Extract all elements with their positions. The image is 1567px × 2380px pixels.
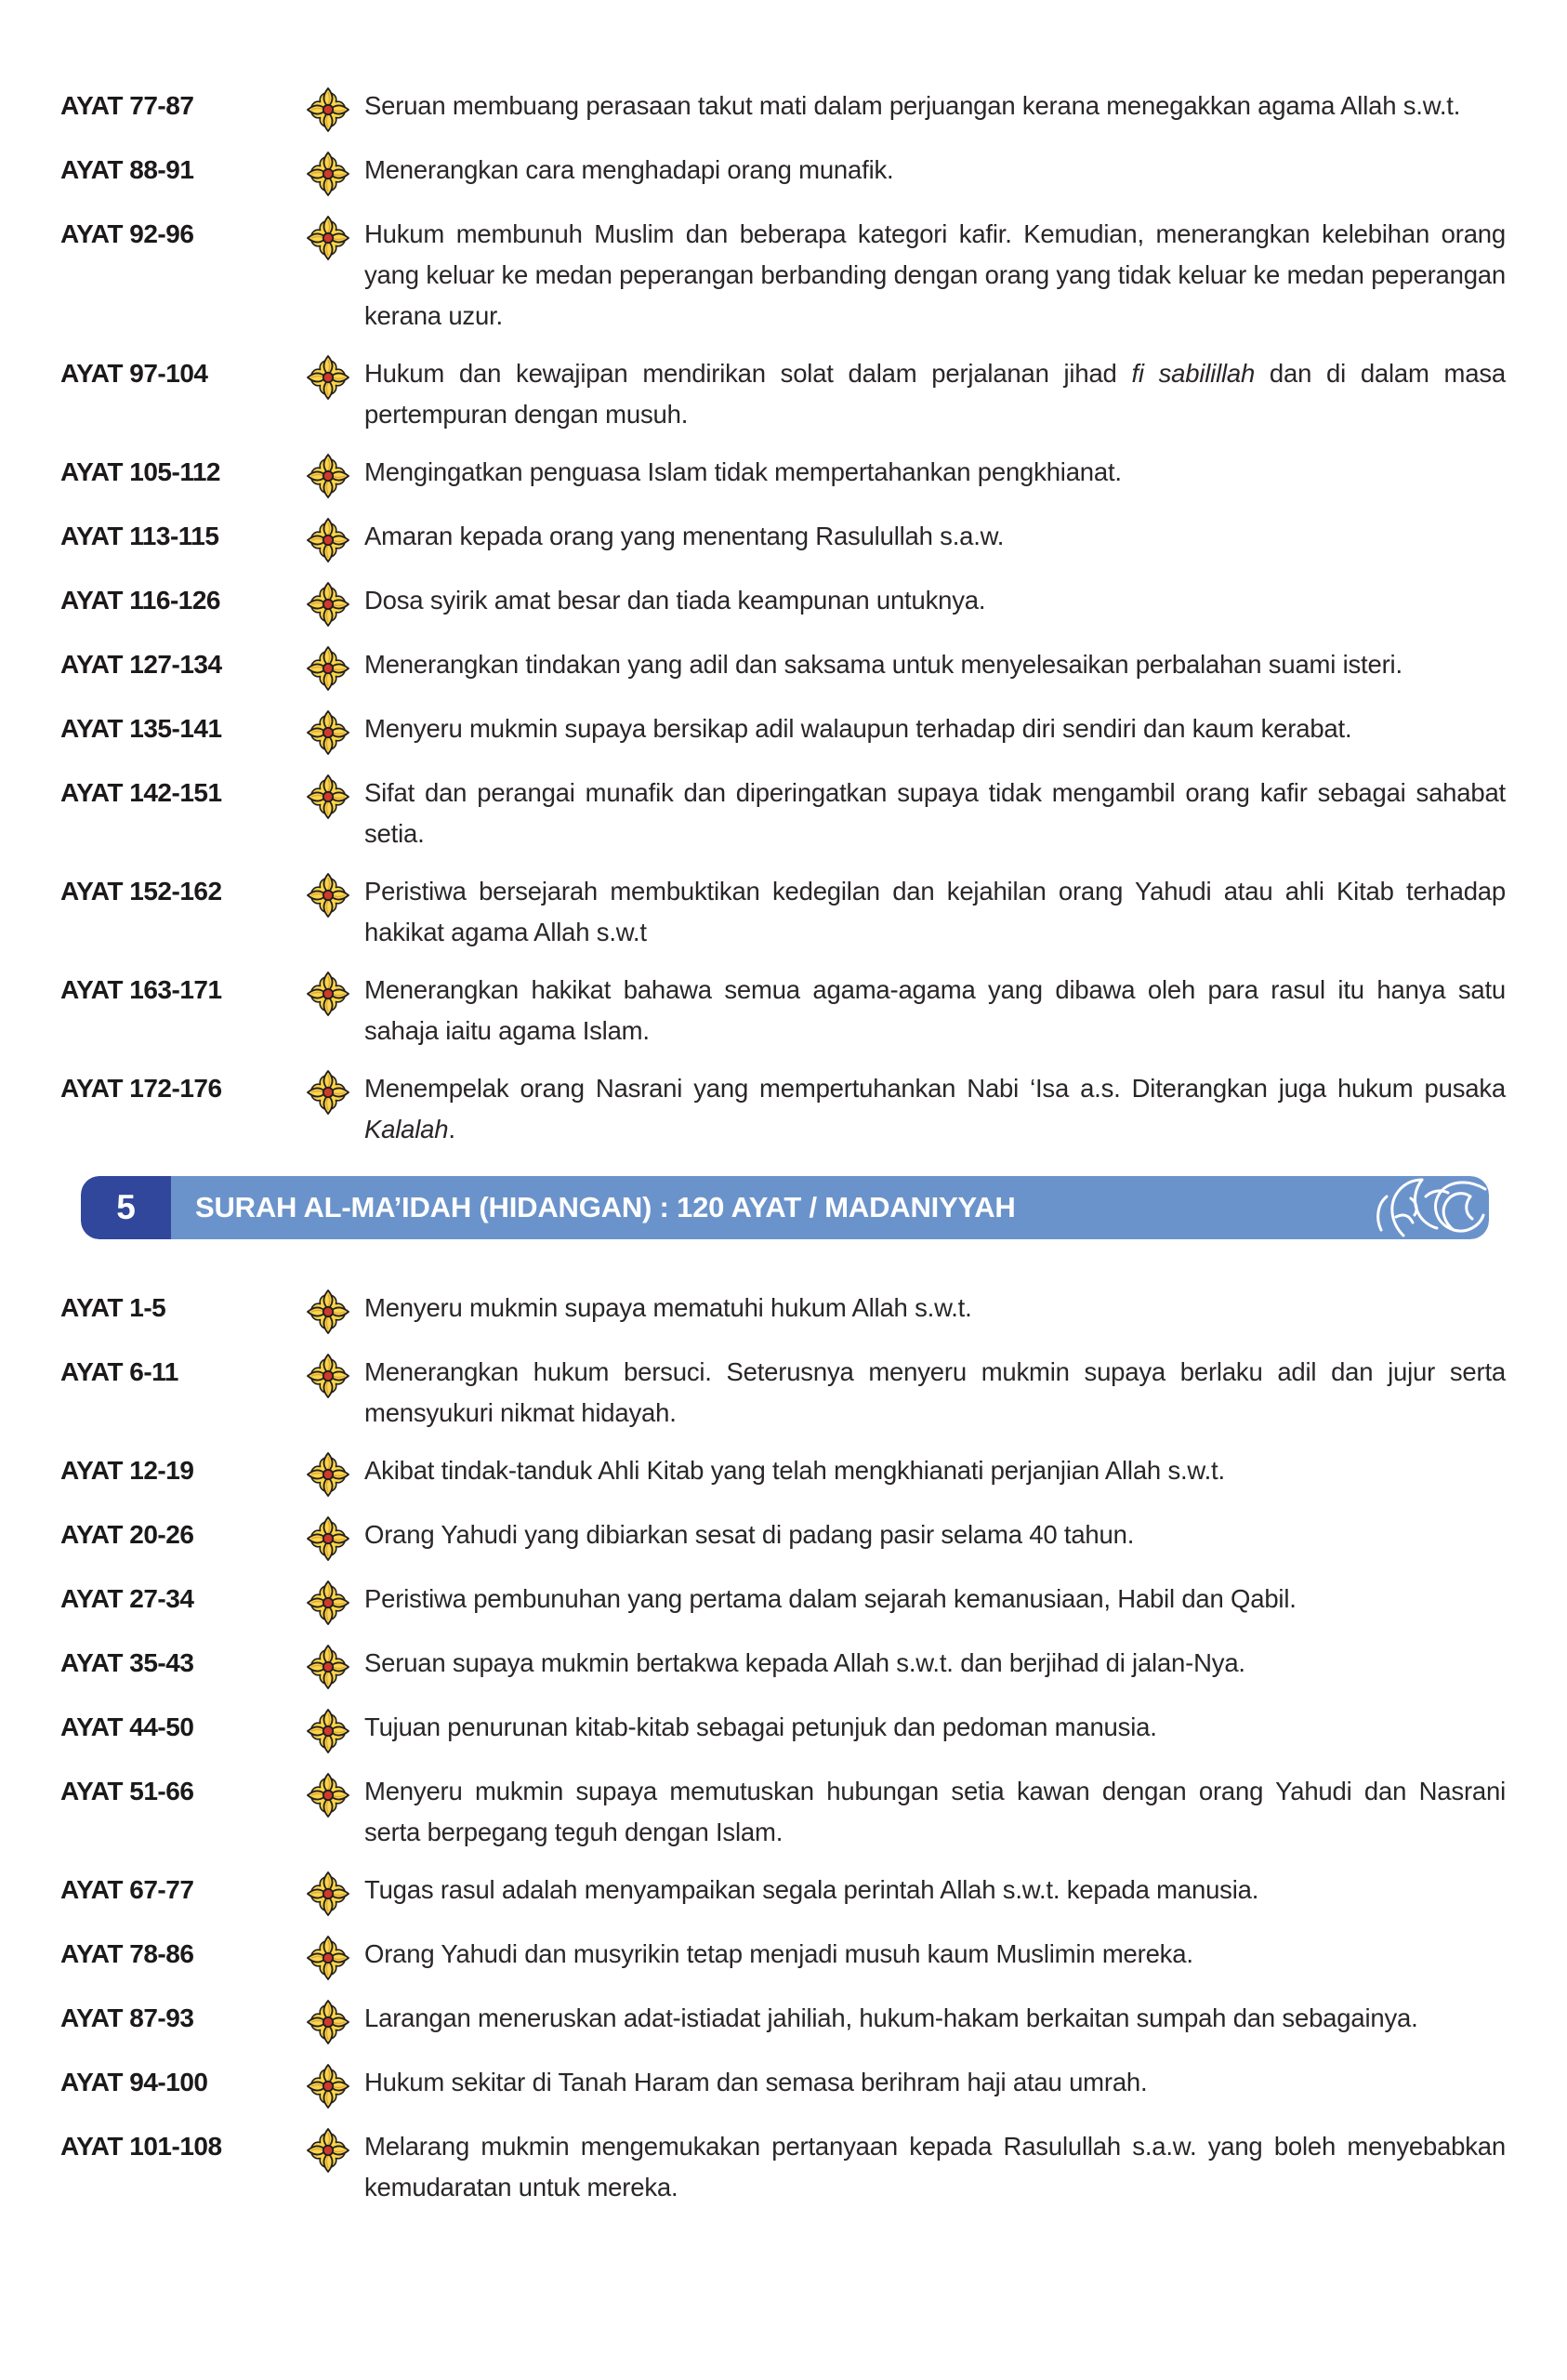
flower-bullet-icon — [307, 970, 364, 1017]
ayat-range-label: AYAT 35-43 — [60, 1648, 194, 1677]
flower-bullet-icon — [307, 1707, 364, 1754]
toc-row — [60, 2062, 1506, 2109]
toc-row — [60, 2126, 1506, 2208]
ayat-range-label: AYAT 78-86 — [60, 1939, 194, 1968]
flower-bullet-icon — [307, 353, 364, 401]
ayat-range-label: AYAT 6-11 — [60, 1357, 178, 1386]
ayat-range-label: AYAT 152-162 — [60, 877, 222, 906]
flower-bullet-icon — [307, 1579, 364, 1626]
flower-bullet-icon — [307, 871, 364, 919]
ayat-description: Orang Yahudi dan musyrikin tetap menjadi musuh kaum Muslimin mereka. — [364, 1939, 1193, 1968]
ayat-description: Menerangkan hukum bersuci. Seterusnya menyeru mukmin supaya berlaku adil dan jujur serta mensyukuri nikmat hidayah. — [364, 1357, 1506, 1427]
ayat-range-label: AYAT 77-87 — [60, 91, 194, 120]
ayat-description: Amaran kepada orang yang menentang Rasulullah s.a.w. — [364, 522, 1005, 550]
flower-bullet-icon — [307, 773, 364, 820]
ayat-range-label: AYAT 67-77 — [60, 1875, 194, 1904]
ayat-description: Sifat dan perangai munafik dan diperingatkan supaya tidak mengambil orang kafir sebagai sahabat setia. — [364, 778, 1506, 848]
ayat-description: Menempelak orang Nasrani yang mempertuhankan Nabi ‘Isa a.s. Diterangkan juga hukum pusaka Kalalah. — [364, 1074, 1506, 1144]
ayat-description: Seruan membuang perasaan takut mati dalam perjuangan kerana menegakkan agama Allah s.w.t. — [364, 91, 1461, 120]
surah-banner — [81, 1176, 1489, 1239]
ayat-range-label: AYAT 87-93 — [60, 2003, 194, 2032]
ayat-description: Menyeru mukmin supaya bersikap adil walaupun terhadap diri sendiri dan kaum kerabat. — [364, 714, 1352, 743]
ayat-range-label: AYAT 105-112 — [60, 457, 220, 486]
ayat-description: Hukum sekitar di Tanah Haram dan semasa berihram haji atau umrah. — [364, 2068, 1148, 2096]
toc-row — [60, 452, 1506, 499]
ayat-range-label: AYAT 113-115 — [60, 522, 219, 550]
ayat-range-label: AYAT 172-176 — [60, 1074, 222, 1103]
ayat-description: Menyeru mukmin supaya memutuskan hubungan setia kawan dengan orang Yahudi dan Nasrani serta berpegang teguh dengan Islam. — [364, 1777, 1506, 1846]
ayat-range-label: AYAT 101-108 — [60, 2132, 222, 2161]
toc-row — [60, 970, 1506, 1051]
ayat-description: Tugas rasul adalah menyampaikan segala perintah Allah s.w.t. kepada manusia. — [364, 1875, 1259, 1904]
flower-bullet-icon — [307, 214, 364, 261]
flower-bullet-icon — [307, 86, 364, 133]
toc-row — [60, 1998, 1506, 2045]
ayat-range-label: AYAT 92-96 — [60, 219, 194, 248]
ayat-range-label: AYAT 88-91 — [60, 155, 194, 184]
flower-bullet-icon — [307, 1870, 364, 1917]
ayat-description: Larangan meneruskan adat-istiadat jahiliah, hukum-hakam berkaitan sumpah dan sebagainya. — [364, 2003, 1418, 2032]
ayat-description: Tujuan penurunan kitab-kitab sebagai petunjuk dan pedoman manusia. — [364, 1712, 1157, 1741]
toc-row — [60, 1450, 1506, 1498]
section-surah-5 — [60, 1288, 1506, 2208]
flower-bullet-icon — [307, 1643, 364, 1690]
ayat-description: Hukum membunuh Muslim dan beberapa kategori kafir. Kemudian, menerangkan kelebihan orang yang keluar ke medan peperangan berbanding dengan orang yang tidak keluar ke medan peperangan kerana uzur. — [364, 219, 1506, 330]
ayat-description: Menyeru mukmin supaya mematuhi hukum Allah s.w.t. — [364, 1293, 972, 1322]
toc-row — [60, 1643, 1506, 1690]
toc-row — [60, 1068, 1506, 1150]
ayat-range-label: AYAT 44-50 — [60, 1712, 194, 1741]
flower-bullet-icon — [307, 1514, 364, 1562]
ayat-description: Peristiwa bersejarah membuktikan kedegilan dan kejahilan orang Yahudi atau ahli Kitab terhadap hakikat agama Allah s.w.t — [364, 877, 1506, 946]
flower-bullet-icon — [307, 708, 364, 756]
ayat-range-label: AYAT 51-66 — [60, 1777, 194, 1805]
flower-bullet-icon — [307, 1288, 364, 1335]
toc-row — [60, 1870, 1506, 1917]
ayat-range-label: AYAT 27-34 — [60, 1584, 194, 1613]
toc-row — [60, 1771, 1506, 1853]
flower-bullet-icon — [307, 150, 364, 197]
toc-row — [60, 516, 1506, 563]
ayat-description: Peristiwa pembunuhan yang pertama dalam sejarah kemanusiaan, Habil dan Qabil. — [364, 1584, 1297, 1613]
section-surah-4-continued — [60, 86, 1506, 1150]
ayat-description: Menerangkan hakikat bahawa semua agama-agama yang dibawa oleh para rasul itu hanya satu sahaja iaitu agama Islam. — [364, 975, 1506, 1045]
ayat-range-label: AYAT 142-151 — [60, 778, 222, 807]
toc-row — [60, 353, 1506, 435]
flower-bullet-icon — [307, 1998, 364, 2045]
flower-bullet-icon — [307, 1934, 364, 1981]
flower-bullet-icon — [307, 1450, 364, 1498]
toc-row — [60, 1352, 1506, 1434]
flower-bullet-icon — [307, 644, 364, 692]
flower-bullet-icon — [307, 1352, 364, 1399]
toc-row — [60, 1288, 1506, 1335]
toc-row — [60, 1934, 1506, 1981]
ayat-description: Seruan supaya mukmin bertakwa kepada Allah s.w.t. dan berjihad di jalan-Nya. — [364, 1648, 1245, 1677]
toc-row — [60, 214, 1506, 337]
flower-bullet-icon — [307, 2062, 364, 2109]
toc-row — [60, 1579, 1506, 1626]
ayat-range-label: AYAT 116-126 — [60, 586, 220, 615]
ayat-description: Mengingatkan penguasa Islam tidak mempertahankan pengkhianat. — [364, 457, 1122, 486]
toc-row — [60, 773, 1506, 854]
flower-bullet-icon — [307, 1068, 364, 1116]
toc-row — [60, 644, 1506, 692]
ayat-range-label: AYAT 20-26 — [60, 1520, 194, 1549]
ayat-range-label: AYAT 12-19 — [60, 1456, 194, 1485]
toc-row — [60, 708, 1506, 756]
flower-bullet-icon — [307, 452, 364, 499]
ayat-range-label: AYAT 1-5 — [60, 1293, 166, 1322]
toc-row — [60, 150, 1506, 197]
ayat-range-label: AYAT 94-100 — [60, 2068, 208, 2096]
ayat-description: Dosa syirik amat besar dan tiada keampunan untuknya. — [364, 586, 986, 615]
toc-row — [60, 1707, 1506, 1754]
flower-bullet-icon — [307, 580, 364, 628]
surah-number: 5 — [81, 1176, 171, 1239]
ayat-description: Melarang mukmin mengemukakan pertanyaan kepada Rasulullah s.a.w. yang boleh menyebabkan kemudaratan untuk mereka. — [364, 2132, 1506, 2202]
surah-title: SURAH AL-MA’IDAH (HIDANGAN) : 120 AYAT / MADANIYYAH — [195, 1191, 1016, 1223]
ayat-range-label: AYAT 163-171 — [60, 975, 222, 1004]
toc-row — [60, 580, 1506, 628]
ayat-description: Akibat tindak-tanduk Ahli Kitab yang telah mengkhianati perjanjian Allah s.w.t. — [364, 1456, 1225, 1485]
toc-row — [60, 86, 1506, 133]
ayat-description: Hukum dan kewajipan mendirikan solat dalam perjalanan jihad fi sabilillah dan di dalam masa pertempuran dengan musuh. — [364, 359, 1506, 429]
ayat-range-label: AYAT 135-141 — [60, 714, 222, 743]
flower-bullet-icon — [307, 516, 364, 563]
flower-bullet-icon — [307, 1771, 364, 1818]
ayat-description: Orang Yahudi yang dibiarkan sesat di padang pasir selama 40 tahun. — [364, 1520, 1135, 1549]
flower-bullet-icon — [307, 2126, 364, 2174]
ayat-range-label: AYAT 97-104 — [60, 359, 208, 388]
ayat-range-label: AYAT 127-134 — [60, 650, 222, 679]
ayat-description: Menerangkan tindakan yang adil dan saksama untuk menyelesaikan perbalahan suami isteri. — [364, 650, 1402, 679]
toc-row — [60, 871, 1506, 953]
ayat-description: Menerangkan cara menghadapi orang munafik. — [364, 155, 894, 184]
toc-row — [60, 1514, 1506, 1562]
